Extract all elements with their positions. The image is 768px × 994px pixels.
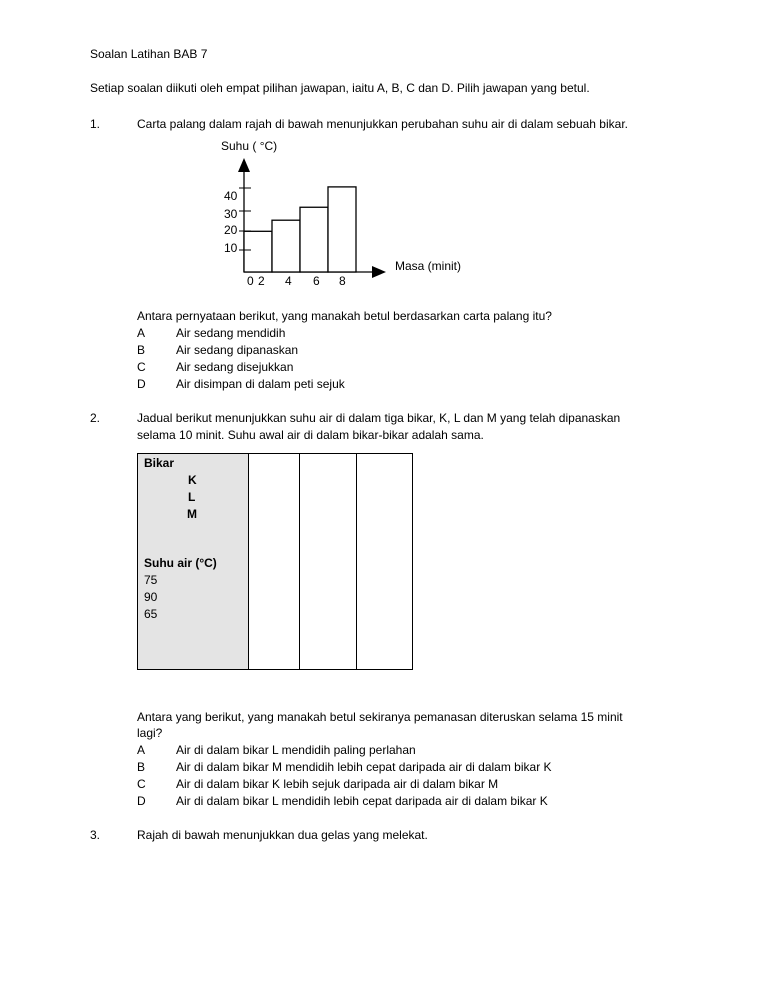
bar-8 (328, 187, 356, 272)
table-temp-l: 90 (144, 590, 158, 604)
page-title: Soalan Latihan BAB 7 (90, 47, 208, 61)
table-temp-k: 75 (144, 573, 158, 587)
y-axis-label: Suhu ( °C) (221, 139, 278, 153)
table-empty-column-2 (299, 453, 357, 670)
q1-option-d-text[interactable]: Air disimpan di dalam peti sejuk (176, 377, 345, 391)
q2-question-line2: lagi? (137, 726, 163, 740)
bar-6 (300, 207, 328, 272)
bar-chart (0, 0, 768, 300)
q2-option-b-letter[interactable]: B (137, 760, 146, 774)
q2-option-a-letter[interactable]: A (137, 743, 146, 757)
bar-4 (272, 220, 300, 272)
q2-option-c-text[interactable]: Air di dalam bikar K lebih sejuk daripada air di dalam bikar M (176, 777, 499, 791)
table-temp-m: 65 (144, 607, 158, 621)
table-empty-column-3 (356, 453, 413, 670)
q2-option-d-text[interactable]: Air di dalam bikar L mendidih lebih cepat daripada air di dalam bikar K (176, 794, 548, 808)
y-tick-label-30: 30 (224, 207, 238, 221)
q1-text: Carta palang dalam rajah di bawah menunjukkan perubahan suhu air di dalam sebuah bikar. (137, 117, 628, 131)
x-axis-label: Masa (minit) (395, 259, 462, 273)
x-tick-label-8: 8 (339, 274, 346, 288)
table-empty-column-1 (248, 453, 300, 670)
q1-option-a-text[interactable]: Air sedang mendidih (176, 326, 286, 340)
q2-text-line2: selama 10 minit. Suhu awal air di dalam bikar-bikar adalah sama. (137, 428, 484, 442)
q2-option-d-letter[interactable]: D (137, 794, 146, 808)
q2-number: 2. (90, 411, 101, 425)
q1-number: 1. (90, 117, 101, 131)
x-tick-label-6: 6 (313, 274, 320, 288)
q1-option-b-text[interactable]: Air sedang dipanaskan (176, 343, 299, 357)
q2-option-b-text[interactable]: Air di dalam bikar M mendidih lebih cepat daripada air di dalam bikar K (176, 760, 552, 774)
q1-option-c-text[interactable]: Air sedang disejukkan (176, 360, 294, 374)
q1-option-a-letter[interactable]: A (137, 326, 146, 340)
table-bikar-header: Bikar (144, 456, 175, 470)
x-tick-label-0: 0 (247, 274, 254, 288)
q1-question: Antara pernyataan berikut, yang manakah betul berdasarkan carta palang itu? (137, 309, 552, 323)
x-axis-arrow (372, 266, 386, 278)
table-bikar-k: K (188, 473, 197, 487)
q2-question-line1: Antara yang berikut, yang manakah betul sekiranya pemanasan diteruskan selama 15 minit (137, 710, 623, 724)
y-tick-label-20: 20 (224, 223, 238, 237)
y-tick-label-40: 40 (224, 189, 238, 203)
q3-text: Rajah di bawah menunjukkan dua gelas yang melekat. (137, 828, 428, 842)
table-bikar-l: L (188, 490, 196, 504)
table-bikar-m: M (187, 507, 197, 521)
y-axis-arrow (238, 158, 250, 172)
q2-option-a-text[interactable]: Air di dalam bikar L mendidih paling perlahan (176, 743, 416, 757)
x-tick-label-2: 2 (258, 274, 265, 288)
y-tick-label-10: 10 (224, 241, 238, 255)
instructions: Setiap soalan diikuti oleh empat pilihan jawapan, iaitu A, B, C dan D. Pilih jawapan yang betul. (90, 81, 590, 95)
q3-number: 3. (90, 828, 101, 842)
q1-option-d-letter[interactable]: D (137, 377, 146, 391)
q1-option-b-letter[interactable]: B (137, 343, 146, 357)
bar-2 (244, 231, 272, 272)
x-tick-label-4: 4 (285, 274, 292, 288)
q2-option-c-letter[interactable]: C (137, 777, 146, 791)
q1-option-c-letter[interactable]: C (137, 360, 146, 374)
table-temp-header: Suhu air (°C) (144, 556, 217, 570)
q2-text-line1: Jadual berikut menunjukkan suhu air di dalam tiga bikar, K, L dan M yang telah dipanaskan (137, 411, 621, 425)
